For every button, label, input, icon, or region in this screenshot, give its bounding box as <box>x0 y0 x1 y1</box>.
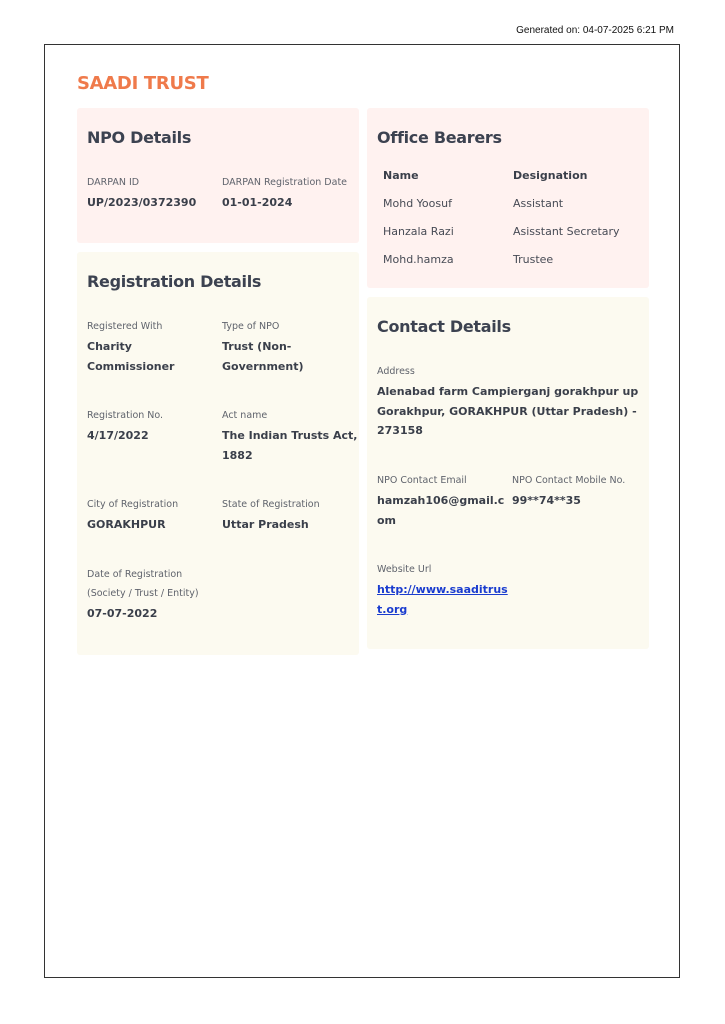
npo-details-title: NPO Details <box>87 128 192 147</box>
address-line-2: Gorakhpur, GORAKHPUR (Uttar Pradesh) - <box>377 404 637 418</box>
darpan-reg-date-label: DARPAN Registration Date <box>222 177 348 188</box>
website-line-1[interactable]: http://www.saaditrus <box>377 583 508 596</box>
col-designation-header: Designation <box>513 169 588 182</box>
act-name-value <box>222 426 357 465</box>
office-bearers-card <box>367 108 649 288</box>
address-line-1: Alenabad farm Campierganj gorakhpur up <box>377 385 639 398</box>
mobile-label: NPO Contact Mobile No. <box>512 475 626 486</box>
contact-details-title: Contact Details <box>377 317 511 336</box>
npo-details-card <box>77 108 359 243</box>
address-label: Address <box>377 366 415 377</box>
email-label: NPO Contact Email <box>377 475 467 486</box>
registered-with-label: Registered With <box>87 321 163 332</box>
address-line-3: 273158 <box>377 424 423 437</box>
npo-type-label: Type of NPO <box>222 321 280 332</box>
state-label: State of Registration <box>222 499 320 510</box>
registration-details-title: Registration Details <box>87 272 262 291</box>
date-of-registration-label <box>87 565 199 603</box>
registration-no-label: Registration No. <box>87 410 164 421</box>
darpan-id-value: UP/2023/0372390 <box>87 196 197 209</box>
contact-details-card <box>367 297 649 649</box>
act-name-line-1: The Indian Trusts Act, <box>222 429 358 442</box>
mobile-value: 99**74**35 <box>512 494 581 507</box>
bearer-name: Mohd Yoosuf <box>383 197 452 210</box>
city-label: City of Registration <box>87 499 179 510</box>
registered-with-line-1: Charity <box>87 340 132 353</box>
registered-with-line-2: Commissioner <box>87 359 175 373</box>
website-label: Website Url <box>377 564 432 575</box>
city-value: GORAKHPUR <box>87 518 166 531</box>
email-value <box>377 491 504 530</box>
date-of-registration-value: 07-07-2022 <box>87 607 158 620</box>
bearer-designation: Asisstant Secretary <box>513 225 620 238</box>
registered-with-value <box>87 337 174 376</box>
date-label-line-2: (Society / Trust / Entity) <box>87 588 199 599</box>
bearer-name: Mohd.hamza <box>383 253 454 266</box>
email-line-1: hamzah106@gmail.c <box>377 494 505 507</box>
document-frame <box>44 44 680 978</box>
npo-type-value <box>222 337 304 376</box>
email-line-2: om <box>377 513 397 527</box>
generated-timestamp: Generated on: 04-07-2025 6:21 PM <box>516 25 674 36</box>
date-label-line-1: Date of Registration <box>87 569 183 580</box>
website-line-2[interactable]: t.org <box>377 602 408 616</box>
npo-type-line-1: Trust (Non- <box>222 340 292 353</box>
website-link[interactable] <box>377 580 508 619</box>
bearer-designation: Trustee <box>513 253 554 266</box>
state-value: Uttar Pradesh <box>222 518 309 531</box>
col-name-header: Name <box>383 169 419 182</box>
bearer-name: Hanzala Razi <box>383 225 454 238</box>
darpan-reg-date-value: 01-01-2024 <box>222 196 293 209</box>
darpan-id-label: DARPAN ID <box>87 177 140 188</box>
org-name: SAADI TRUST <box>77 73 209 94</box>
website-value[interactable] <box>377 580 508 619</box>
registration-details-card <box>77 252 359 655</box>
act-name-label: Act name <box>222 410 268 421</box>
office-bearers-title: Office Bearers <box>377 128 502 147</box>
address-value <box>377 382 638 441</box>
act-name-line-2: 1882 <box>222 448 253 462</box>
bearer-designation: Assistant <box>513 197 564 210</box>
npo-type-line-2: Government) <box>222 359 304 373</box>
registration-no-value: 4/17/2022 <box>87 429 149 442</box>
